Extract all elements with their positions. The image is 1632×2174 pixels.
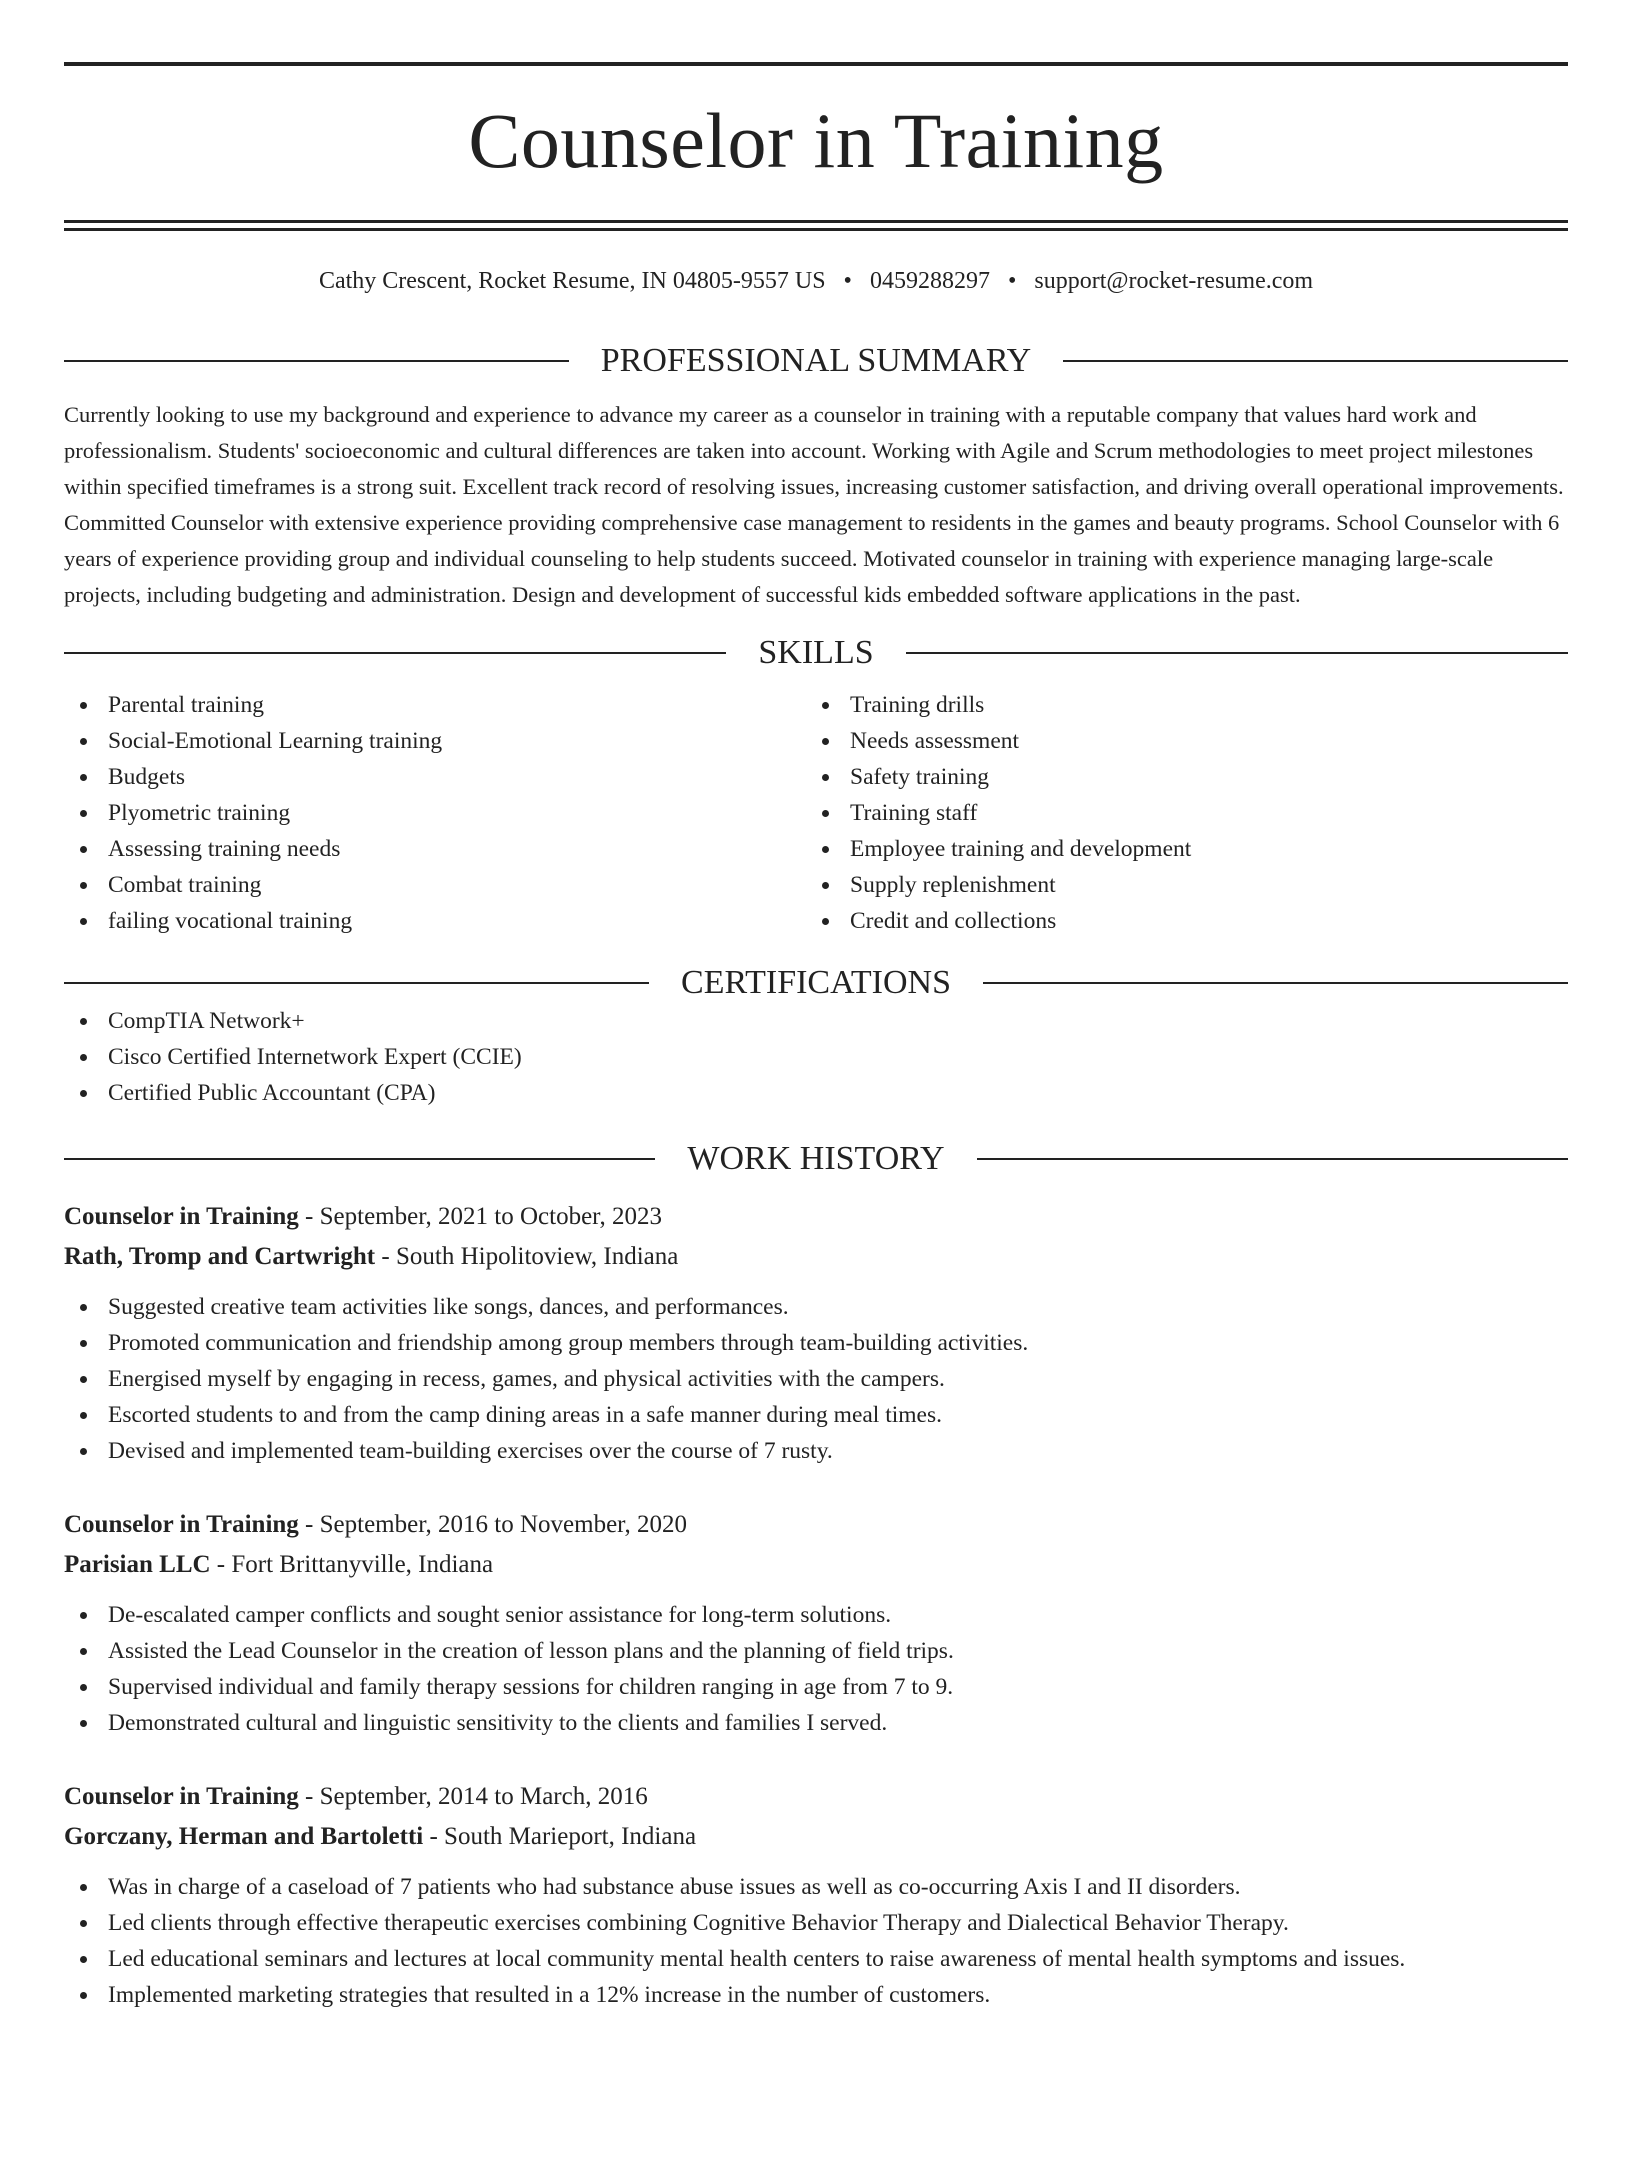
job-company-line: [64, 1237, 1568, 1277]
heading-rule-left: [64, 1158, 655, 1160]
skill-item: Employee training and development: [806, 831, 1548, 867]
skill-item: Supply replenishment: [806, 867, 1548, 903]
top-rule: [64, 62, 1568, 66]
job-location: - South Marieport, Indiana: [423, 1823, 697, 1850]
skills-list-right: [806, 687, 1548, 939]
job-company: Parisian LLC: [64, 1551, 211, 1578]
skills-columns: [64, 687, 1568, 939]
job-location: - South Hipolitoview, Indiana: [375, 1243, 679, 1270]
job-company-line: [64, 1545, 1568, 1585]
job-dates: - September, 2014 to March, 2016: [298, 1783, 648, 1810]
summary-text: Currently looking to use my background and experience to advance my career as a counselor in training with a reputable company that values hard work and professionalism. Students' socioeconomic and cultural differences are taken into account. Working with Agile and Scrum methodologies to meet project milestones within specified timeframes is a strong suit. Excellent track record of resolving issues, increasing customer satisfaction, and driving overall operational improvements. Committed Counselor with extensive experience providing comprehensive case management to residents in the games and beauty programs. School Counselor with 6 years of experience providing group and individual counseling to help students succeed. Motivated counselor in training with experience managing large-scale projects, including budgeting and administration. Design and development of successful kids embedded software applications in the past.: [64, 402, 1564, 607]
certifications-list: [64, 1003, 1568, 1111]
job-bullets: [64, 1597, 1568, 1741]
job-entry: [64, 1505, 1568, 1741]
contact-line: [64, 269, 1568, 295]
resume-title: Counselor in Training: [468, 97, 1164, 184]
summary-heading: [64, 341, 1568, 381]
job-title: Counselor in Training: [64, 1783, 299, 1810]
contact-phone: 0459288297: [869, 268, 990, 294]
job-dates: - September, 2021 to October, 2023: [298, 1203, 662, 1230]
job-bullet: Escorted students to and from the camp dining areas in a safe manner during meal times.: [64, 1397, 1568, 1433]
summary-heading-label: PROFESSIONAL SUMMARY: [600, 342, 1032, 379]
job-bullet: Devised and implemented team-building exercises over the course of 7 rusty.: [64, 1433, 1568, 1469]
contact-email: support@rocket-resume.com: [1034, 268, 1314, 294]
job-title-line: [64, 1777, 1568, 1817]
title-double-rule: [64, 220, 1568, 231]
job-dates: - September, 2016 to November, 2020: [298, 1511, 687, 1538]
contact-address: Cathy Crescent, Rocket Resume, IN 04805-9557 US: [318, 268, 826, 294]
certifications-heading: [64, 963, 1568, 1003]
certification-item: Cisco Certified Internetwork Expert (CCIE): [64, 1039, 1568, 1075]
heading-rule-left: [64, 360, 569, 362]
job-entry: [64, 1197, 1568, 1469]
skill-item: failing vocational training: [64, 903, 806, 939]
certifications-heading-label: CERTIFICATIONS: [681, 964, 951, 1001]
heading-rule-right: [1063, 360, 1568, 362]
work-history-heading-label: WORK HISTORY: [687, 1140, 945, 1177]
job-title-line: [64, 1505, 1568, 1545]
skill-item: Combat training: [64, 867, 806, 903]
heading-rule-right: [977, 1158, 1568, 1160]
job-title-line: [64, 1197, 1568, 1237]
skill-item: Credit and collections: [806, 903, 1548, 939]
skill-item: Training drills: [806, 687, 1548, 723]
skill-item: Budgets: [64, 759, 806, 795]
job-bullet: De-escalated camper conflicts and sought senior assistance for long-term solutions.: [64, 1597, 1568, 1633]
skill-item: Social-Emotional Learning training: [64, 723, 806, 759]
job-title: Counselor in Training: [64, 1511, 299, 1538]
skill-item: Assessing training needs: [64, 831, 806, 867]
job-entry: [64, 1777, 1568, 2013]
job-bullets: [64, 1289, 1568, 1469]
skills-column-left: [64, 687, 806, 939]
job-bullet: Assisted the Lead Counselor in the creation of lesson plans and the planning of field trips.: [64, 1633, 1568, 1669]
skill-item: Parental training: [64, 687, 806, 723]
certification-item: CompTIA Network+: [64, 1003, 1568, 1039]
job-bullet: Energised myself by engaging in recess, games, and physical activities with the campers.: [64, 1361, 1568, 1397]
skill-item: Plyometric training: [64, 795, 806, 831]
contact-separator: •: [1007, 268, 1017, 294]
resume-page: [0, 62, 1632, 2174]
job-bullet: Led educational seminars and lectures at local community mental health centers to raise awareness of mental health symptoms and issues.: [64, 1941, 1568, 1977]
skills-column-right: [806, 687, 1548, 939]
job-bullet: Implemented marketing strategies that resulted in a 12% increase in the number of customers.: [64, 1977, 1568, 2013]
job-company: Rath, Tromp and Cartwright: [64, 1243, 376, 1270]
job-bullet: Led clients through effective therapeutic exercises combining Cognitive Behavior Therapy and Dialectical Behavior Therapy.: [64, 1905, 1568, 1941]
skill-item: Safety training: [806, 759, 1548, 795]
certification-item: Certified Public Accountant (CPA): [64, 1075, 1568, 1111]
work-history-heading: [64, 1139, 1568, 1179]
job-bullet: Suggested creative team activities like songs, dances, and performances.: [64, 1289, 1568, 1325]
job-title: Counselor in Training: [64, 1203, 299, 1230]
job-bullet: Demonstrated cultural and linguistic sensitivity to the clients and families I served.: [64, 1705, 1568, 1741]
heading-rule-left: [64, 982, 649, 984]
heading-rule-left: [64, 652, 726, 654]
skills-heading-label: SKILLS: [758, 634, 874, 671]
contact-separator: •: [843, 268, 852, 294]
skill-item: Needs assessment: [806, 723, 1548, 759]
job-bullet: Promoted communication and friendship among group members through team-building activities.: [64, 1325, 1568, 1361]
heading-rule-right: [906, 652, 1568, 654]
skills-list-left: [64, 687, 806, 939]
skills-heading: [64, 633, 1568, 673]
job-bullets: [64, 1869, 1568, 2013]
skill-item: Training staff: [806, 795, 1548, 831]
heading-rule-right: [983, 982, 1568, 984]
job-bullet: Supervised individual and family therapy sessions for children ranging in age from 7 to 9.: [64, 1669, 1568, 1705]
job-company: Gorczany, Herman and Bartoletti: [64, 1823, 424, 1850]
job-bullet: Was in charge of a caseload of 7 patients who had substance abuse issues as well as co-occurring Axis I and II disorders.: [64, 1869, 1568, 1905]
job-company-line: [64, 1817, 1568, 1857]
job-location: - Fort Brittanyville, Indiana: [210, 1551, 494, 1578]
